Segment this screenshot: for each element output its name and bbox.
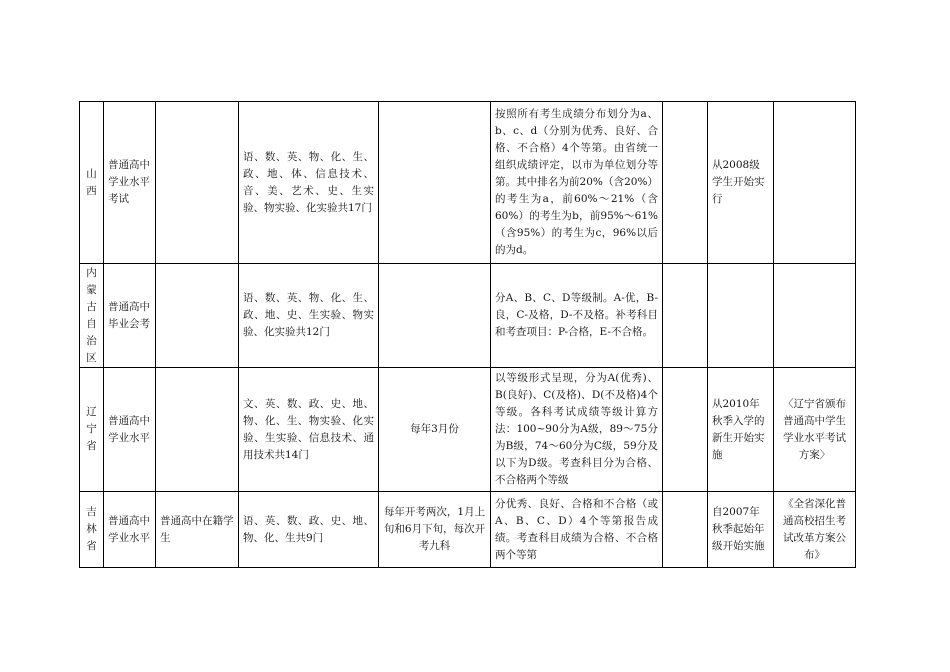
table-row xyxy=(80,368,856,492)
grading-cell: 按照所有考生成绩分布划分为a、b、c、d（分别为优秀、良好、合格、不合格）4个等第。由省统一组织成绩评定，以市为单位划分等第。其中排名为前20%（含20%）的考生为a，前60%～21%（含60%）的考生为b，前95%～61%（含95%）的考生为c，96%以后的为d。 xyxy=(491,102,663,264)
schedule-cell: 每年开考两次，1月上旬和6月下旬，每次开考九科 xyxy=(379,492,491,568)
province-char: 辽 xyxy=(86,406,97,418)
province-name xyxy=(80,504,103,555)
province-cell xyxy=(80,492,104,568)
province-char: 省 xyxy=(86,440,97,452)
policy-document-cell xyxy=(774,102,856,264)
province-char: 自 xyxy=(86,317,97,330)
province-name xyxy=(80,166,103,200)
province-name xyxy=(80,265,103,367)
start-time-cell: 自2007年秋季起始年级开始实施 xyxy=(708,492,774,568)
province-char: 山 xyxy=(86,167,97,180)
province-char: 西 xyxy=(86,184,97,197)
province-char: 区 xyxy=(86,351,97,364)
blank-cell xyxy=(663,102,708,264)
province-cell xyxy=(80,264,104,368)
exam-policy-table xyxy=(79,101,856,568)
subjects-cell: 语、数、英、物、化、生、政、地、体、信息技术、音、美、艺术、史、生实验、物实验、化实验共17门 xyxy=(239,102,379,264)
policy-document-cell: 《全省深化普通高校招生考试改革方案公布》 xyxy=(774,492,856,568)
table-row xyxy=(80,264,856,368)
grading-cell: 分A、B、C、D等级制。A-优，B-良，C-及格，D-不及格。补考科目和考查项目：P-合格，E-不合格。 xyxy=(491,264,663,368)
blank-cell xyxy=(663,492,708,568)
table-row xyxy=(80,492,856,568)
province-cell xyxy=(80,102,104,264)
schedule-cell: 每年3月份 xyxy=(379,368,491,492)
province-char: 治 xyxy=(86,334,97,347)
schedule-cell xyxy=(379,102,491,264)
grading-cell: 以等级形式呈现，分为A(优秀)、B(良好)、C(及格)、D(不及格)4个等级。各科考试成绩等级计算方法：100~90分为A级，89～75分为B级，74～60分为C级，59分及以下为D级。考查科目分为合格、不合格两个等级 xyxy=(491,368,663,492)
province-name xyxy=(80,404,103,455)
exam-type-cell: 普通高中学业水平 xyxy=(104,492,156,568)
province-char: 蒙 xyxy=(86,283,97,296)
start-time-cell xyxy=(708,264,774,368)
start-time-cell: 从2008级学生开始实行 xyxy=(708,102,774,264)
grading-cell: 分优秀、良好、合格和不合格（或A、B、C、D）4个等第报告成绩。考查科目成绩为合格、不合格两个等第 xyxy=(491,492,663,568)
schedule-cell xyxy=(379,264,491,368)
start-time-cell: 从2010年秋季入学的新生开始实施 xyxy=(708,368,774,492)
subjects-cell: 语、英、数、政、史、地、物、化、生共9门 xyxy=(239,492,379,568)
province-char: 林 xyxy=(86,523,97,535)
blank-cell xyxy=(663,368,708,492)
province-char: 宁 xyxy=(86,423,97,435)
target-students-cell xyxy=(156,264,239,368)
province-cell xyxy=(80,368,104,492)
target-students-cell xyxy=(156,102,239,264)
target-students-cell xyxy=(156,368,239,492)
province-char: 内 xyxy=(86,266,97,279)
policy-document-cell: 〈辽宁省颁布普通高中学生学业水平考试方案〉 xyxy=(774,368,856,492)
province-char: 吉 xyxy=(86,506,97,518)
table-row xyxy=(80,102,856,264)
subjects-cell: 语、数、英、物、化、生、政、地、史、生实验、物实验、化实验共12门 xyxy=(239,264,379,368)
subjects-cell: 文、英、数、政、史、地、物、化、生、物实验、化实验、生实验、信息技术、通用技术共14门 xyxy=(239,368,379,492)
target-students-cell: 普通高中在籍学生 xyxy=(156,492,239,568)
province-char: 古 xyxy=(86,300,97,313)
exam-type-cell: 普通高中学业水平 xyxy=(104,368,156,492)
blank-cell xyxy=(663,264,708,368)
province-char: 省 xyxy=(86,540,97,552)
exam-type-cell: 普通高中学业水平考试 xyxy=(104,102,156,264)
exam-type-cell: 普通高中毕业会考 xyxy=(104,264,156,368)
policy-document-cell xyxy=(774,264,856,368)
